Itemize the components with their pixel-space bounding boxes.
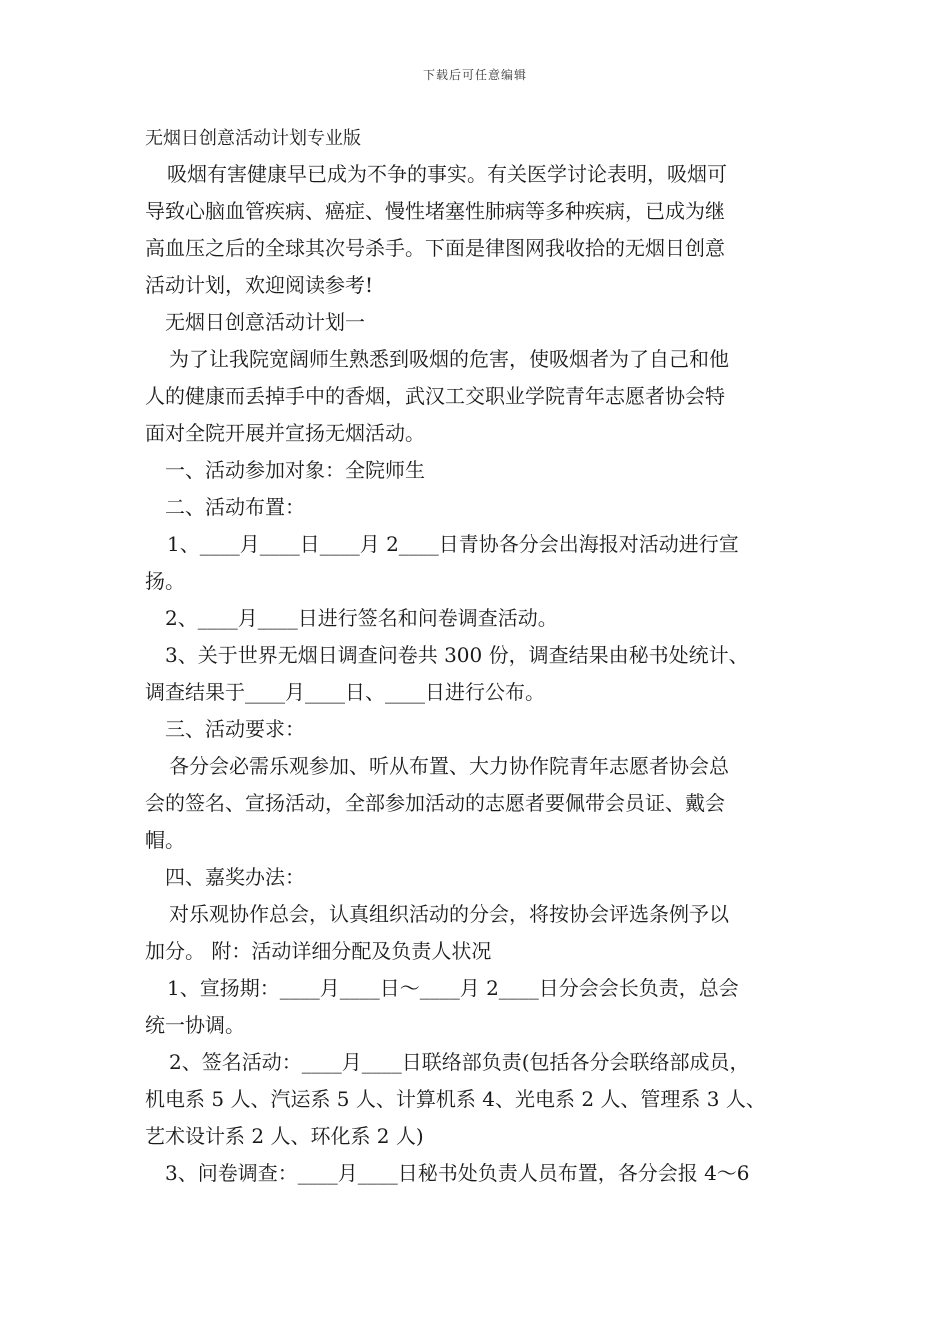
paragraph-line: 扬。 (145, 569, 185, 593)
paragraph-line: 艺术设计系 2 人、环化系 2 人) (145, 1124, 424, 1148)
paragraph-line: 3、问卷调查：____月____日秘书处负责人员布置，各分会报 4～6 (165, 1161, 750, 1185)
paragraph-line: 对乐观协作总会，认真组织活动的分会，将按协会评选条例予以 (169, 902, 729, 926)
document-title: 无烟日创意活动计划专业版 (145, 128, 361, 149)
paragraph-line: 加分。 附：活动详细分配及负责人状况 (145, 939, 492, 963)
paragraph-line: 2、____月____日进行签名和问卷调查活动。 (165, 606, 558, 630)
paragraph (145, 711, 810, 748)
paragraph (145, 970, 810, 1044)
paragraph (145, 748, 810, 859)
paragraph (145, 489, 810, 526)
paragraph (145, 637, 810, 711)
paragraph-line: 面对全院开展并宣扬无烟活动。 (145, 421, 425, 445)
page-header: 下载后可任意编辑 (422, 68, 527, 82)
paragraph-list (145, 156, 810, 1192)
paragraph (145, 859, 810, 896)
paragraph-line: 吸烟有害健康早已成为不争的事实。有关医学讨论表明，吸烟可 (167, 162, 727, 186)
document-body (145, 122, 810, 1192)
paragraph-line: 调查结果于____月____日、____日进行公布。 (145, 680, 545, 704)
paragraph-line: 1、____月____日____月 2____日青协各分会出海报对活动进行宣 (167, 532, 739, 556)
paragraph-line: 统一协调。 (145, 1013, 245, 1037)
paragraph-line: 二、活动布置： (165, 495, 305, 519)
paragraph-line: 机电系 5 人、汽运系 5 人、计算机系 4、光电系 2 人、管理系 3 人、 (145, 1087, 766, 1111)
paragraph (145, 1044, 810, 1155)
paragraph-line: 2、签名活动：____月____日联络部负责(包括各分会联络部成员， (169, 1050, 750, 1074)
paragraph-line: 高血压之后的全球其次号杀手。下面是律图网我收拾的无烟日创意 (145, 236, 725, 260)
paragraph-line: 1、宣扬期：____月____日～____月 2____日分会会长负责，总会 (167, 976, 739, 1000)
paragraph (145, 1155, 810, 1192)
paragraph (145, 896, 810, 970)
paragraph-line: 3、关于世界无烟日调查问卷共 300 份，调查结果由秘书处统计、 (165, 643, 749, 667)
paragraph-line: 会的签名、宣扬活动，全部参加活动的志愿者要佩带会员证、戴会 (145, 791, 725, 815)
paragraph-line: 导致心脑血管疾病、癌症、慢性堵塞性肺病等多种疾病，已成为继 (145, 199, 725, 223)
paragraph-line: 一、活动参加对象：全院师生 (165, 458, 425, 482)
paragraph-line: 为了让我院宽阔师生熟悉到吸烟的危害，使吸烟者为了自己和他 (169, 347, 729, 371)
paragraph (145, 304, 810, 341)
paragraph-line: 人的健康而丢掉手中的香烟，武汉工交职业学院青年志愿者协会特 (145, 384, 725, 408)
paragraph (145, 526, 810, 600)
paragraph-line: 各分会必需乐观参加、听从布置、大力协作院青年志愿者协会总 (169, 754, 729, 778)
paragraph-line: 帽。 (145, 828, 185, 852)
paragraph-line: 活动计划，欢迎阅读参考! (145, 273, 374, 297)
paragraph-line: 四、嘉奖办法： (165, 865, 305, 889)
paragraph (145, 156, 810, 304)
paragraph (145, 452, 810, 489)
paragraph-line: 无烟日创意活动计划一 (165, 310, 365, 334)
paragraph-line: 三、活动要求： (165, 717, 305, 741)
paragraph (145, 341, 810, 452)
paragraph (145, 600, 810, 637)
